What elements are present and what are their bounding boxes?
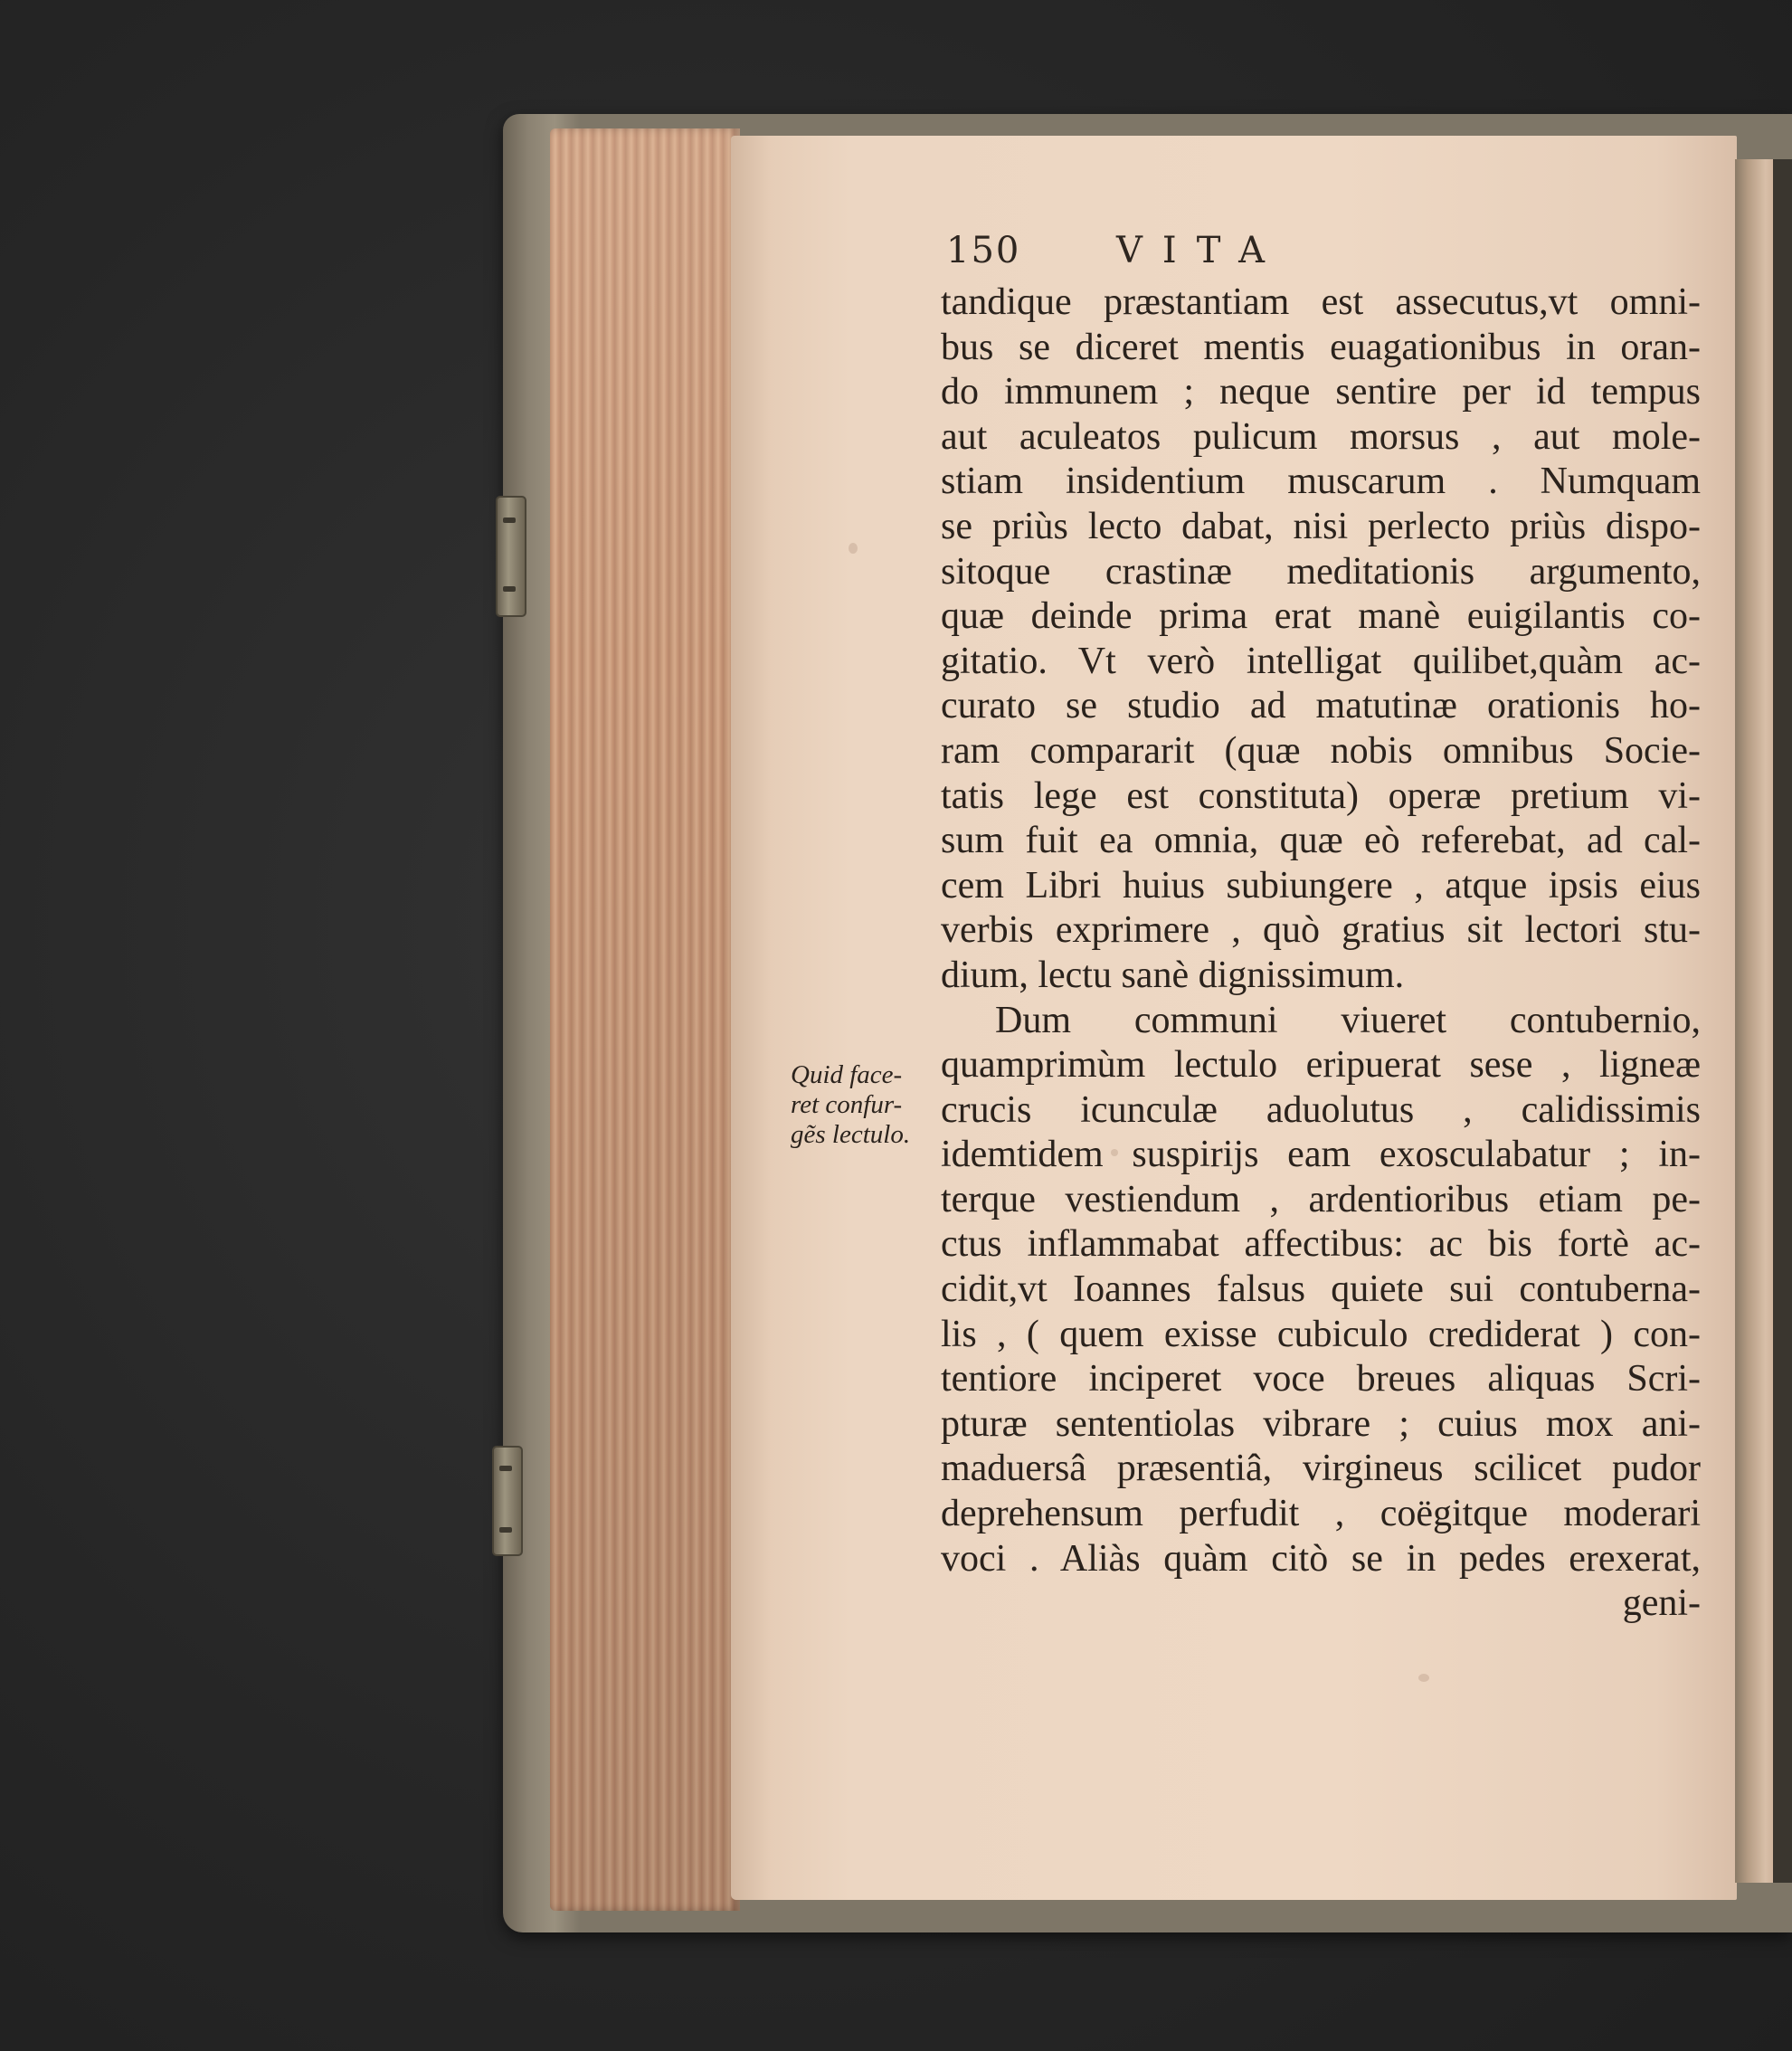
text-line: gitatio. Vt verò intelligat quilibet,quàm ac- xyxy=(941,640,1701,682)
paper-blemish xyxy=(1418,1674,1429,1682)
text-line: terque vestiendum , ardentioribus etiam pe- xyxy=(941,1178,1701,1220)
text-line: do immunem ; neque sentire per id tempus xyxy=(941,371,1701,413)
marginal-note-line: ret confur- xyxy=(791,1090,903,1119)
text-line: aut aculeatos pulicum morsus , aut mole- xyxy=(941,415,1701,458)
text-line: bus se diceret mentis euagationibus in oran- xyxy=(941,326,1701,368)
text-line: Dum communi viueret contubernio, xyxy=(995,999,1701,1041)
clasp-pin xyxy=(503,586,516,592)
text-line: verbis exprimere , quò gratius sit lectori stu- xyxy=(941,909,1701,952)
text-line: tandique præstantiam est assecutus,vt omni- xyxy=(941,281,1701,323)
opposite-page-edge xyxy=(1773,159,1792,1883)
opposite-page-gutter xyxy=(1735,159,1778,1883)
page-edges-shading xyxy=(550,128,740,1911)
body-text xyxy=(941,280,1701,1627)
clasp-hinge-top xyxy=(496,496,526,617)
page-number: 150 xyxy=(946,230,1021,271)
text-line: ram compararit (quæ nobis omnibus Socie- xyxy=(941,729,1701,772)
text-line: tentiore inciperet voce breues aliquas Scri- xyxy=(941,1358,1701,1401)
text-line: quæ deinde prima erat manè euigilantis co- xyxy=(941,595,1701,638)
text-line: lis , ( quem exisse cubiculo crediderat ) con- xyxy=(941,1313,1701,1355)
running-title: VITA xyxy=(1116,230,1285,271)
text-line: sitoque crastinæ meditationis argumento, xyxy=(941,550,1701,593)
marginal-note-line: Quid face- xyxy=(791,1060,903,1089)
text-line: stiam insidentium muscarum . Numquam xyxy=(941,461,1701,503)
text-line: crucis icunculæ aduolutus , calidissimis xyxy=(941,1088,1701,1131)
text-line: cem Libri huius subiungere , atque ipsis eius xyxy=(941,864,1701,907)
text-line: tatis lege est constituta) operæ pretium vi- xyxy=(941,774,1701,817)
marginal-note-line: gẽs lectulo. xyxy=(791,1120,911,1149)
paper-blemish xyxy=(849,543,858,554)
clasp-hinge-bottom xyxy=(492,1446,523,1556)
clasp-pin xyxy=(499,1527,512,1533)
text-line: idemtidem suspirijs eam exosculabatur ; in- xyxy=(941,1134,1701,1176)
text-line: maduersâ præsentiâ, virgineus scilicet pudor xyxy=(941,1448,1701,1490)
text-line: dium, lectu sanè dignissimum. xyxy=(941,954,1405,996)
text-line: ctus inflammabat affectibus: ac bis fortè ac- xyxy=(941,1223,1701,1266)
text-line: pturæ sententiolas vibrare ; cuius mox ani- xyxy=(941,1402,1701,1445)
text-line: curato se studio ad matutinæ orationis ho- xyxy=(941,685,1701,727)
text-line: cidit,vt Ioannes falsus quiete sui contuberna- xyxy=(941,1268,1701,1311)
text-line: se priùs lecto dabat, nisi perlecto priùs dispo- xyxy=(941,505,1701,547)
text-line: deprehensum perfudit , coëgitque moderari xyxy=(941,1493,1701,1535)
clasp-pin xyxy=(503,517,516,523)
text-line: quamprimùm lectulo eripuerat sese , ligneæ xyxy=(941,1044,1701,1087)
text-line: voci . Aliàs quàm citò se in pedes erexerat, xyxy=(941,1537,1701,1580)
catchword: geni- xyxy=(1622,1582,1701,1625)
marginal-note xyxy=(791,1060,935,1150)
clasp-pin xyxy=(499,1466,512,1471)
text-line: sum fuit ea omnia, quæ eò referebat, ad cal- xyxy=(941,820,1701,862)
